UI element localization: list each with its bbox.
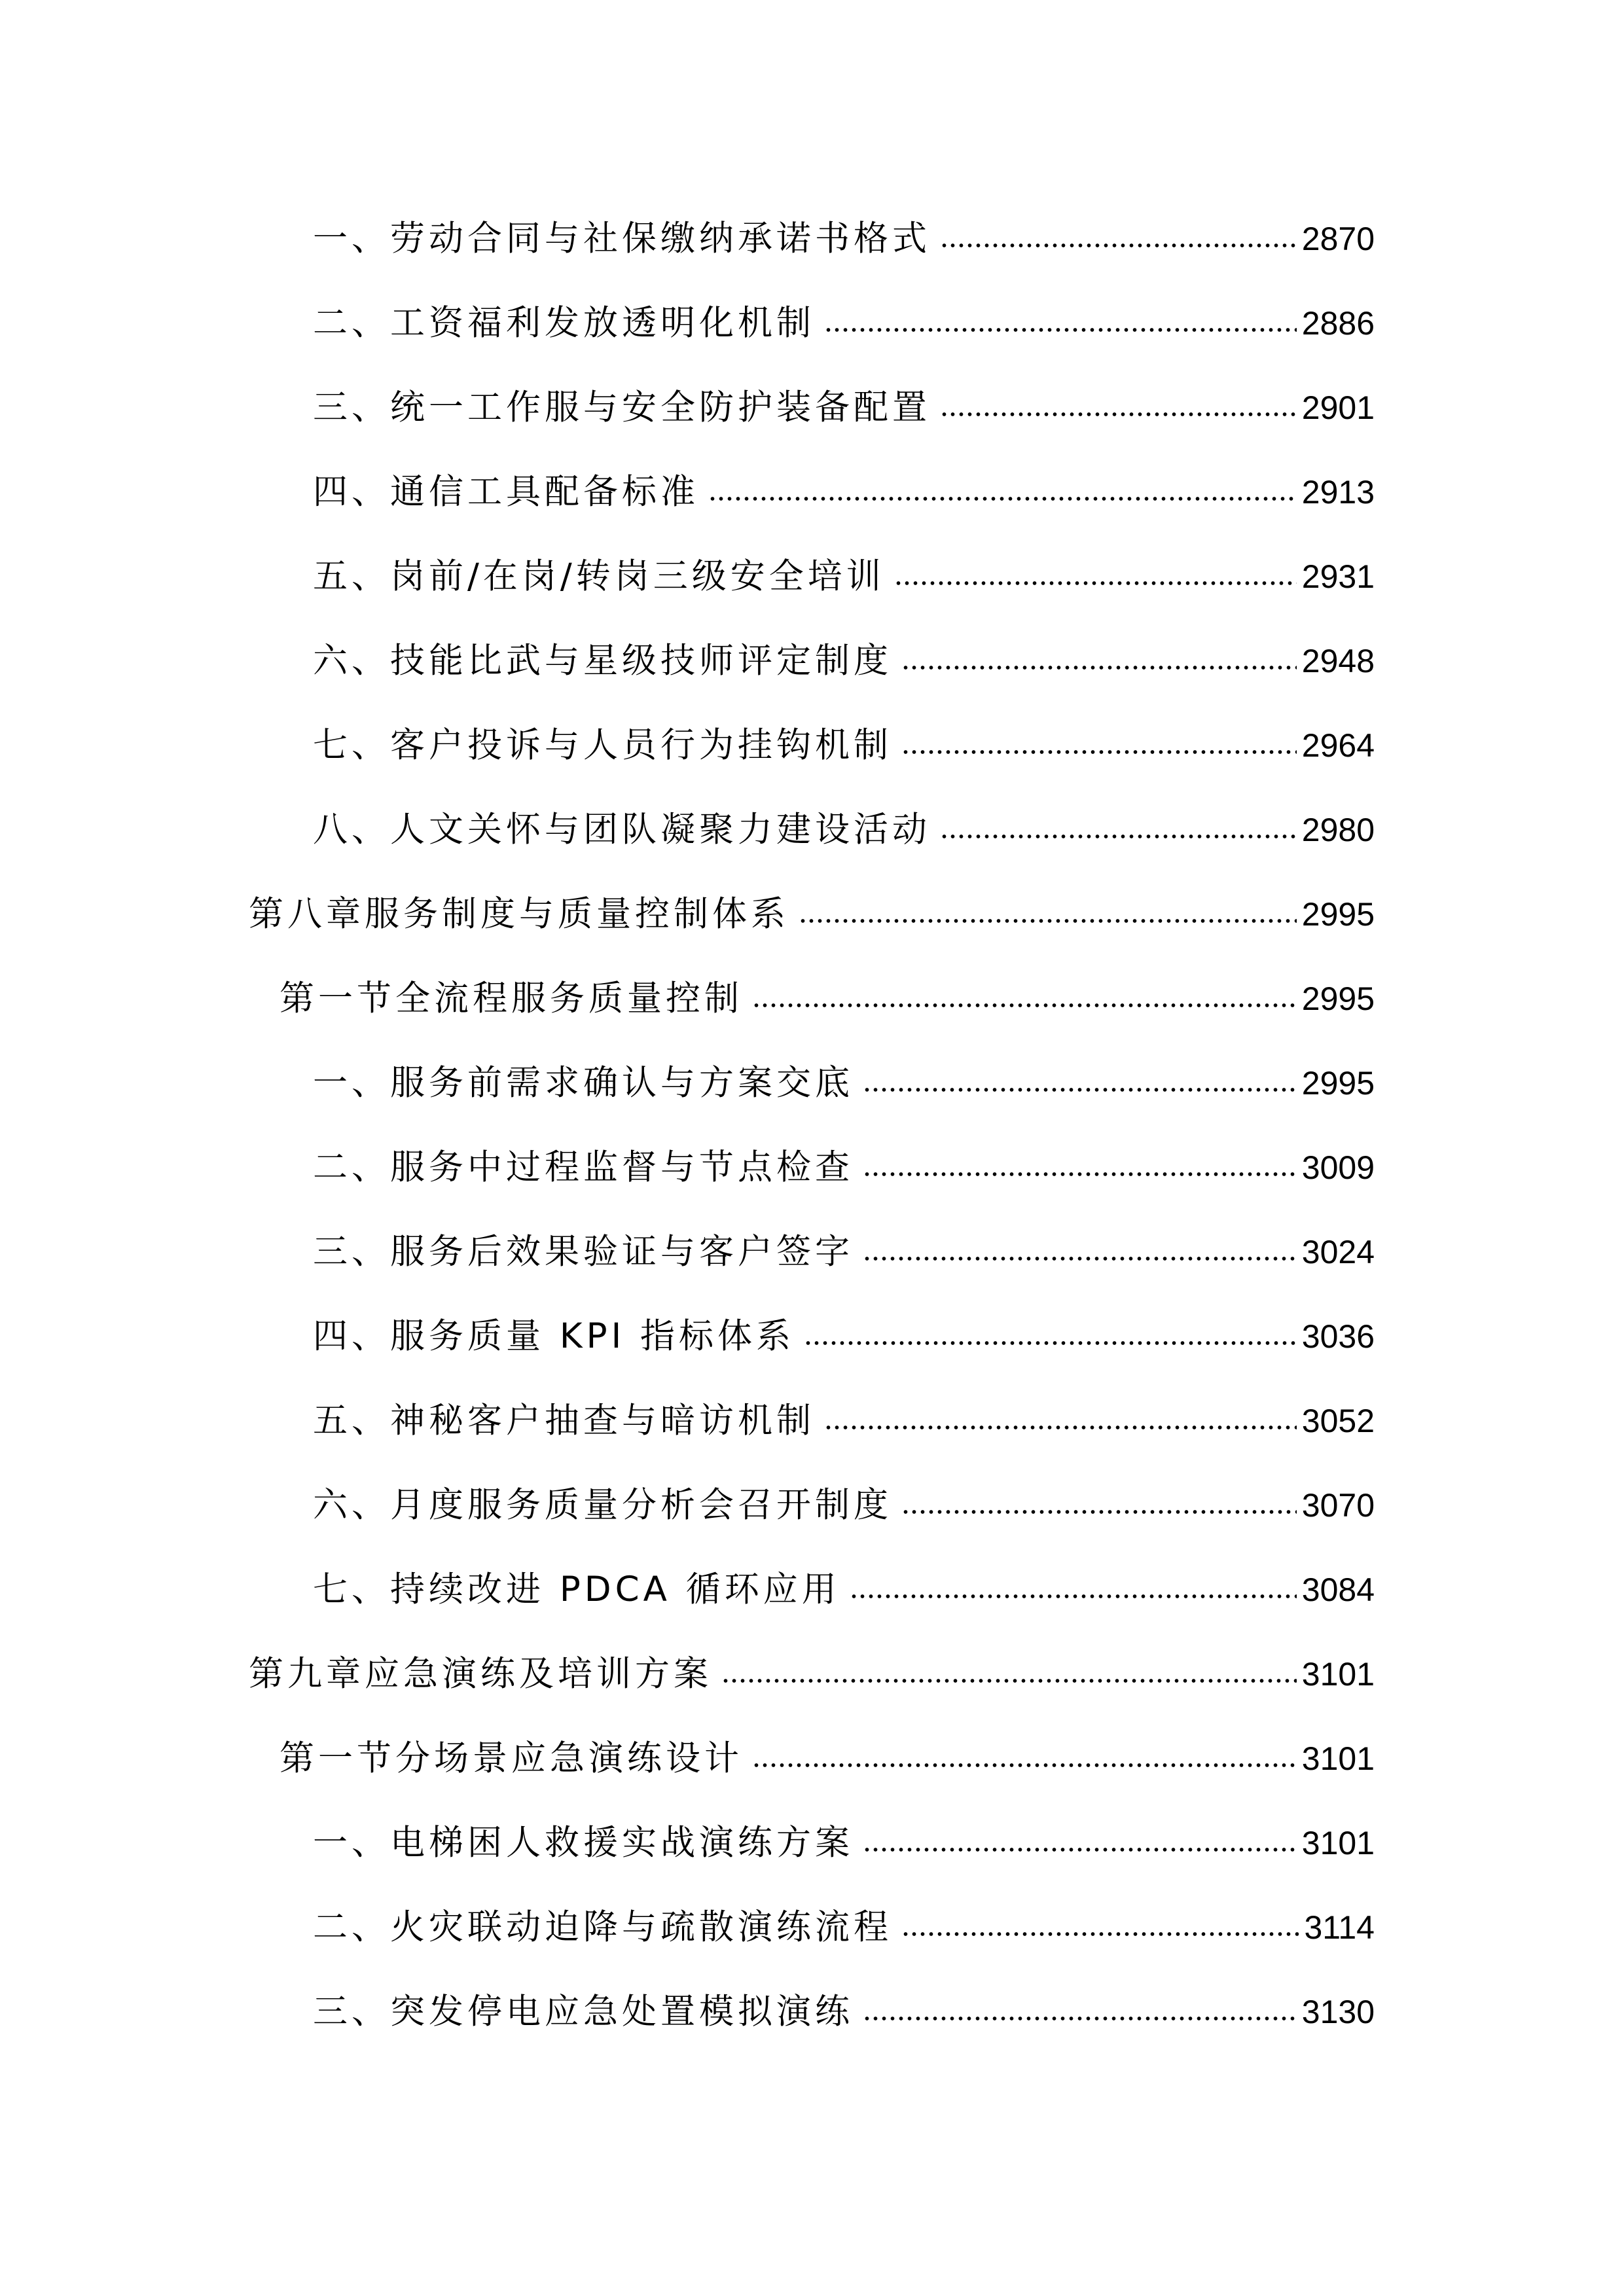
toc-entry-line [313, 1050, 1375, 1116]
toc-entry-section[interactable] [0, 966, 1624, 1031]
toc-entry[interactable] [0, 1810, 1624, 1876]
dot-leader [863, 1086, 1297, 1093]
toc-entry-page-number: 3101 [1301, 1656, 1375, 1693]
toc-entry-line [313, 1304, 1375, 1369]
toc-entry-title: 第八章服务制度与质量控制体系 [249, 894, 789, 934]
dot-leader [894, 580, 1297, 586]
toc-entry[interactable] [0, 459, 1624, 525]
toc-entry-page-number: 2964 [1301, 727, 1375, 764]
toc-entry-line [280, 1726, 1375, 1791]
dot-leader [824, 327, 1297, 333]
toc-entry-page-number: 2995 [1301, 980, 1375, 1017]
toc-entry-line [313, 1557, 1375, 1623]
toc-entry-line [313, 206, 1375, 272]
toc-entry-title: 一、电梯困人救援实战演练方案 [313, 1823, 854, 1863]
toc-entry-title: 第一节分场景应急演练设计 [280, 1738, 743, 1778]
dot-leader [799, 918, 1297, 924]
toc-entry-title: 二、服务中过程监督与节点检查 [313, 1147, 854, 1187]
toc-entry[interactable] [0, 544, 1624, 609]
toc-entry-line [313, 1219, 1375, 1285]
toc-entry-page-number: 3070 [1301, 1487, 1375, 1524]
toc-entry-title: 三、服务后效果验证与客户签字 [313, 1232, 854, 1272]
toc-entry[interactable] [0, 1304, 1624, 1369]
toc-entry-line [313, 1473, 1375, 1538]
dot-leader [752, 1762, 1297, 1768]
dot-leader [863, 2015, 1297, 2022]
dot-leader [863, 1255, 1297, 1262]
toc-entry[interactable] [0, 1219, 1624, 1285]
toc-entry[interactable] [0, 797, 1624, 863]
dot-leader [824, 1424, 1297, 1431]
toc-entry-title: 五、神秘客户抽查与暗访机制 [313, 1401, 815, 1441]
dot-leader [940, 833, 1297, 840]
dot-leader [901, 749, 1297, 755]
toc-entry-line [313, 1135, 1375, 1200]
toc-entry-page-number: 2980 [1301, 812, 1375, 848]
dot-leader [901, 1509, 1297, 1515]
dot-leader [863, 1846, 1297, 1853]
toc-entry[interactable] [0, 713, 1624, 778]
dot-leader [940, 411, 1297, 418]
toc-entry-title: 二、火灾联动迫降与疏散演练流程 [313, 1907, 892, 1947]
toc-entry-title: 二、工资福利发放透明化机制 [313, 303, 815, 343]
toc-entry-title: 六、技能比武与星级技师评定制度 [313, 641, 892, 681]
toc-entry-line [313, 291, 1375, 356]
toc-entry-page-number: 3101 [1301, 1825, 1375, 1861]
toc-entry[interactable] [0, 1979, 1624, 2045]
toc-entry[interactable] [0, 206, 1624, 272]
toc-entry[interactable] [0, 1473, 1624, 1538]
toc-entry-title: 五、岗前/在岗/转岗三级安全培训 [313, 556, 885, 596]
toc-entry-title: 四、服务质量 KPI 指标体系 [313, 1316, 795, 1356]
toc-entry-page-number: 2995 [1301, 1065, 1375, 1102]
toc-entry-chapter[interactable] [0, 1641, 1624, 1707]
toc-entry-title: 八、人文关怀与团队凝聚力建设活动 [313, 810, 931, 850]
toc-entry-title: 三、统一工作服与安全防护装备配置 [313, 387, 931, 427]
toc-entry-line [280, 966, 1375, 1031]
toc-entry-line [313, 797, 1375, 863]
toc-entry-page-number: 2913 [1301, 474, 1375, 511]
toc-entry[interactable] [0, 1388, 1624, 1454]
toc-entry-line [313, 628, 1375, 694]
toc-entry-chapter[interactable] [0, 882, 1624, 947]
toc-entry[interactable] [0, 291, 1624, 356]
toc-entry-title: 三、突发停电应急处置模拟演练 [313, 1992, 854, 2032]
toc-entry-title: 四、通信工具配备标准 [313, 472, 699, 512]
toc-entry-page-number: 2901 [1301, 389, 1375, 426]
toc-entry-title: 一、劳动合同与社保缴纳承诺书格式 [313, 219, 931, 259]
dot-leader [708, 495, 1297, 502]
toc-entry[interactable] [0, 375, 1624, 440]
toc-entry[interactable] [0, 628, 1624, 694]
dot-leader [752, 1002, 1297, 1009]
toc-entry-line [313, 1979, 1375, 2045]
toc-entry-page-number: 2948 [1301, 643, 1375, 679]
toc-entry-title: 第九章应急演练及培训方案 [249, 1654, 712, 1694]
toc-entry-line [313, 1388, 1375, 1454]
toc-entry-page-number: 2931 [1301, 558, 1375, 595]
toc-entry-page-number: 3084 [1301, 1571, 1375, 1608]
dot-leader [901, 1931, 1299, 1937]
toc-entry-page-number: 2886 [1301, 305, 1375, 342]
toc-entry-page-number: 3101 [1301, 1740, 1375, 1777]
toc-entry-line [249, 882, 1375, 947]
dot-leader [804, 1340, 1297, 1346]
toc-entry-line [313, 375, 1375, 440]
toc-entry-line [313, 544, 1375, 609]
toc-entry-title: 七、持续改进 PDCA 循环应用 [313, 1570, 840, 1609]
toc-entry[interactable] [0, 1557, 1624, 1623]
toc-entry-page-number: 3036 [1301, 1318, 1375, 1355]
toc-entry-title: 七、客户投诉与人员行为挂钩机制 [313, 725, 892, 765]
dot-leader [721, 1677, 1297, 1684]
dot-leader [850, 1593, 1297, 1600]
toc-entry-page-number: 2870 [1301, 221, 1375, 257]
toc-entry-page-number: 3024 [1301, 1234, 1375, 1270]
dot-leader [940, 242, 1297, 249]
toc-entry-title: 六、月度服务质量分析会召开制度 [313, 1485, 892, 1525]
toc-entry-line [313, 1810, 1375, 1876]
toc-entry-line [249, 1641, 1375, 1707]
toc-entry-page-number: 2995 [1301, 896, 1375, 933]
dot-leader [901, 664, 1297, 671]
toc-entry-line [313, 1895, 1375, 1960]
toc-entry-title: 一、服务前需求确认与方案交底 [313, 1063, 854, 1103]
toc-entry-page-number: 3130 [1301, 1994, 1375, 2030]
toc-entry[interactable] [0, 1135, 1624, 1200]
toc-entry-title: 第一节全流程服务质量控制 [280, 978, 743, 1018]
toc-entry-page-number: 3114 [1304, 1909, 1375, 1946]
toc-entry-line [313, 713, 1375, 778]
toc-entry-section[interactable] [0, 1726, 1624, 1791]
toc-entry-page-number: 3052 [1301, 1403, 1375, 1439]
toc-entry-line [313, 459, 1375, 525]
toc-entry-page-number: 3009 [1301, 1149, 1375, 1186]
toc-entry[interactable] [0, 1895, 1624, 1960]
dot-leader [863, 1171, 1297, 1177]
toc-entry[interactable] [0, 1050, 1624, 1116]
